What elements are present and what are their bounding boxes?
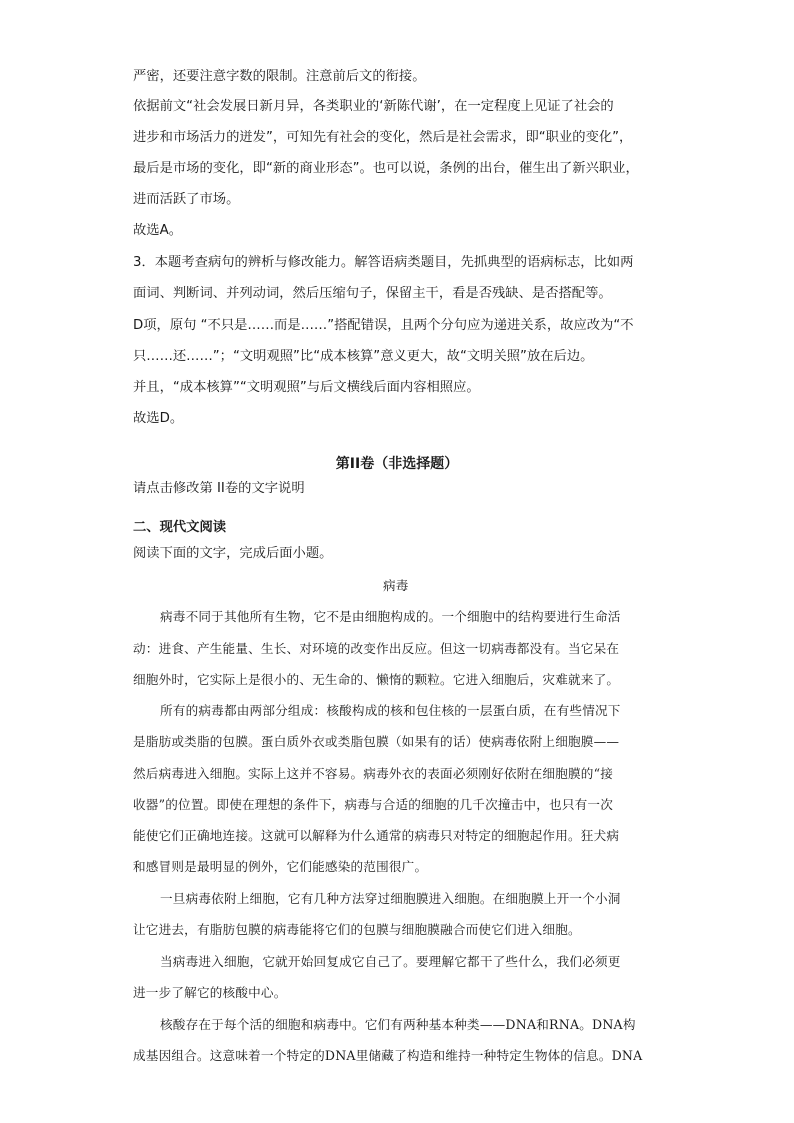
article-line: 所有的病毒都由两部分组成：核酸构成的核和包住核的一层蛋白质，在有些情况下 [160, 703, 621, 718]
article-line: 是脂肪或类脂的包膜。蛋白质外衣或类脂包膜（如果有的话）使病毒依附上细胞膜—— [133, 734, 620, 749]
answer-line: 进而活跃了市场。 [133, 192, 240, 207]
section-heading: 二、现代文阅读 [133, 520, 227, 535]
answer-line: 3．本题考查病句的辨析与修改能力。解答语病类题目，先抓典型的语病标志，比如两 [133, 255, 634, 270]
article-line: 一旦病毒依附上细胞，它有几种方法穿过细胞膜进入细胞。在细胞膜上开一个小洞 [160, 891, 621, 906]
answer-line: 只……还……”；“文明观照”比“成本核算”意义更大，故“文明关照”放在后边。 [133, 349, 594, 364]
volume-note: 请点击修改第 II卷的文字说明 [133, 481, 305, 496]
article-line: 动：进食、产生能量、生长、对环境的改变作出反应。但这一切病毒都没有。当它呆在 [133, 641, 620, 656]
answer-line: 并且，“成本核算”“文明观照”与后文横线后面内容相照应。 [133, 380, 480, 395]
answer-line: 故选A。 [133, 223, 182, 238]
article-line: 和感冒则是最明显的例外，它们能感染的范围很广。 [133, 859, 428, 874]
article-line: 收器”的位置。即使在理想的条件下，病毒与合适的细胞的几千次撞击中，也只有一次 [133, 797, 614, 812]
article-title: 病毒 [383, 578, 409, 593]
article-line: 然后病毒进入细胞。实际上这并不容易。病毒外衣的表面必须刚好依附在细胞膜的“接 [133, 766, 614, 781]
article-line: 进一步了解它的核酸中心。 [133, 985, 287, 1000]
article-line: 让它进去，有脂肪包膜的病毒能将它们的包膜与细胞膜融合而使它们进入细胞。 [133, 922, 581, 937]
article-line: 细胞外时，它实际上是很小的、无生命的、懒惰的颗粒。它进入细胞后，灾难就来了。 [133, 672, 620, 687]
article-line: 能使它们正确地连接。这就可以解释为什么通常的病毒只对特定的细胞起作用。狂犬病 [133, 828, 620, 843]
answer-line: 面词、判断词、并列动词，然后压缩句子，保留主干，看是否残缺、是否搭配等。 [133, 286, 612, 301]
answer-line: 严密，还要注意字数的限制。注意前后文的衔接。 [133, 69, 426, 84]
article-line: 当病毒进入细胞，它就开始回复成它自己了。要理解它都干了些什么，我们必须更 [160, 954, 621, 969]
answer-line: D项，原句 “不只是……而是……”搭配错误，且两个分句应为递进关系，故应改为“不 [133, 318, 634, 333]
instruction-text: 阅读下面的文字，完成后面小题。 [133, 546, 333, 561]
volume-title: 第II卷（非选择题） [335, 456, 459, 472]
article-line: 核酸存在于每个活的细胞和病毒中。它们有两种基本种类——DNA和RNA。DNA构 [160, 1017, 636, 1032]
answer-line: 最后是市场的变化，即“新的商业形态”。也可以说，条例的出台，催生出了新兴职业， [133, 161, 639, 176]
answer-line: 依据前文“社会发展日新月异，各类职业的‘新陈代谢’，在一定程度上见证了社会的 [133, 99, 614, 114]
answer-line: 故选D。 [133, 411, 184, 426]
article-line: 病毒不同于其他所有生物，它不是由细胞构成的。一个细胞中的结构要进行生命活 [160, 609, 621, 624]
answer-line: 进步和市场活力的迸发”，可知先有社会的变化，然后是社会需求，即“职业的变化”， [133, 130, 633, 145]
article-line: 成基因组合。这意味着一个特定的DNA里储藏了构造和维持一种特定生物体的信息。DNA [133, 1048, 643, 1063]
